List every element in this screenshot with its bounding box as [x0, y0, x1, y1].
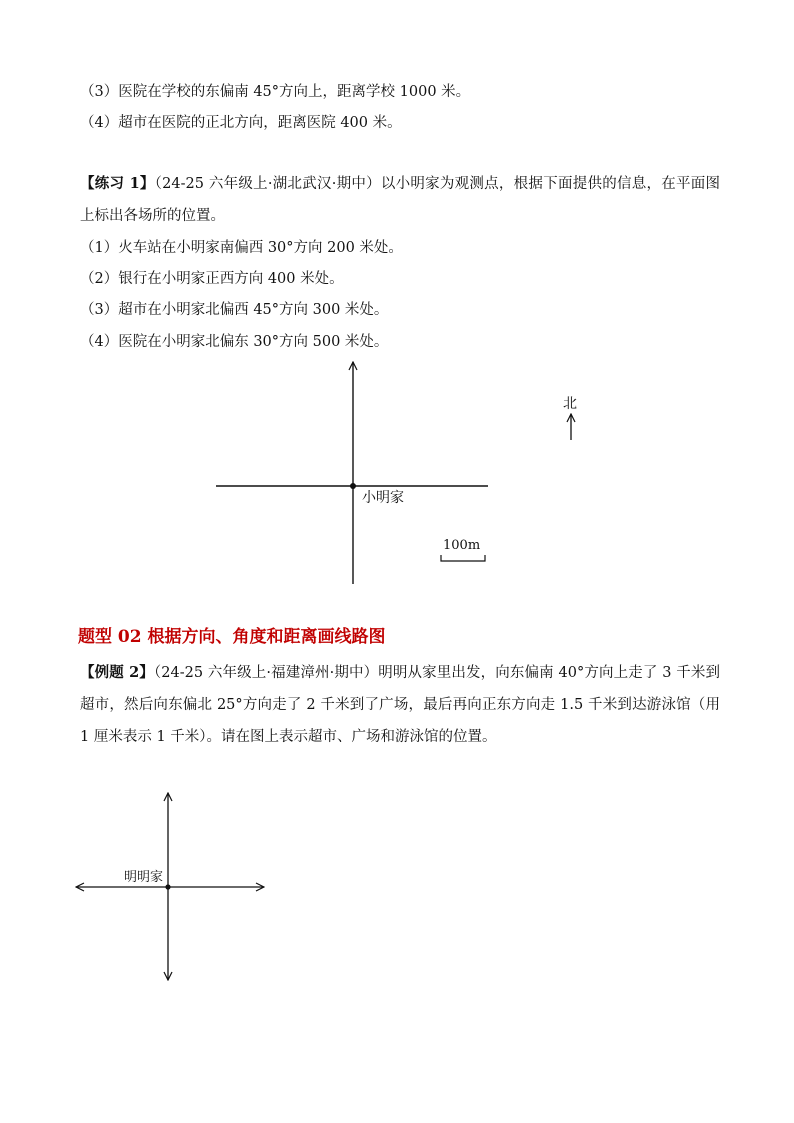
example-2-text: （24-25 六年级上·福建漳州·期中）明明从家里出发，向东偏南 40°方向上走了 3 千米到超市，然后向东偏北 25°方向走了 2 千米到了广场，最后再向正东方向走 1.5 千米到达游泳馆（用 1 厘米表示 1 千米）。请在图上表示超市、广场和游泳馆的位置。 — [80, 665, 720, 745]
origin-label: 小明家 — [362, 490, 404, 506]
example-2-label: 【例题 2】 — [80, 664, 154, 681]
mingming-map — [76, 793, 264, 980]
section-heading: 题型 02 根据方向、角度和距离画线路图 — [78, 627, 386, 647]
problem-item-4: （4）超市在医院的正北方向，距离医院 400 米。 — [80, 115, 402, 131]
north-label: 北 — [563, 396, 577, 412]
practice-1-item-2: （2）银行在小明家正西方向 400 米处。 — [80, 271, 344, 287]
xiaoming-map — [216, 362, 577, 584]
practice-1-item-4: （4）医院在小明家北偏东 30°方向 500 米处。 — [80, 334, 389, 350]
practice-1-item-1: （1）火车站在小明家南偏西 30°方向 200 米处。 — [80, 240, 403, 256]
origin-label: 明明家 — [124, 870, 164, 885]
example-2-prompt — [80, 657, 720, 753]
origin-point — [350, 483, 356, 489]
practice-1-label: 【练习 1】 — [80, 175, 155, 192]
problem-item-3: （3）医院在学校的东偏南 45°方向上，距离学校 1000 米。 — [80, 84, 471, 100]
practice-1-text: （24-25 六年级上·湖北武汉·期中）以小明家为观测点，根据下面提供的信息，在平面图上标出各场所的位置。 — [80, 176, 720, 224]
practice-1-item-3: （3）超市在小明家北偏西 45°方向 300 米处。 — [80, 302, 389, 318]
scale-label: 100m — [443, 538, 481, 553]
origin-point — [165, 884, 170, 889]
scale-bar — [441, 555, 485, 561]
